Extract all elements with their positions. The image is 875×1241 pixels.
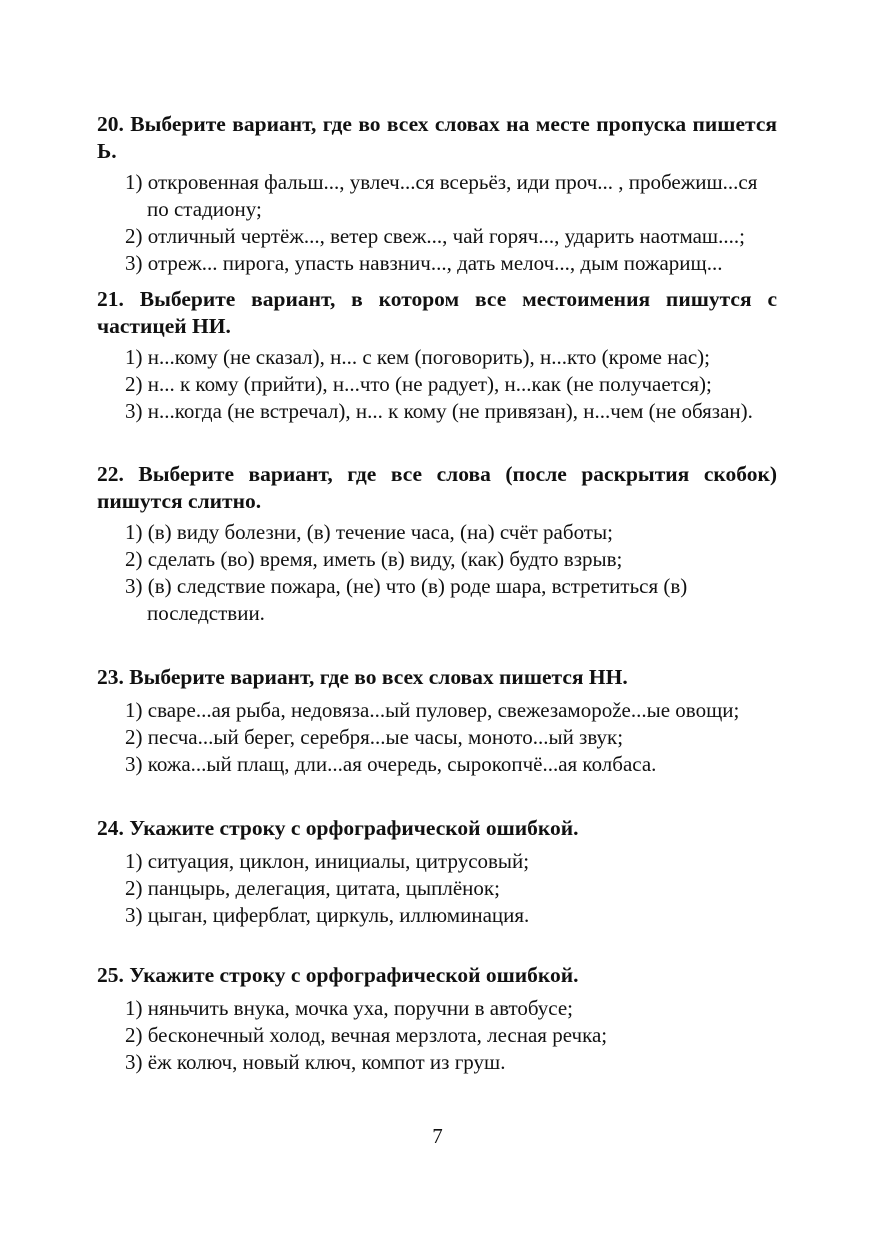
answer-option: 2) панцырь, делегация, цитата, цыплёнок; <box>125 876 500 900</box>
answer-option: 1) сваре...ая рыба, недовяза...ый пуловер, свежезаморože...ые овощи; <box>125 698 740 722</box>
question-22 <box>97 461 777 627</box>
question-23 <box>97 664 777 778</box>
question-title: 25. Укажите строку с орфографической ошибкой. <box>97 963 579 987</box>
question-25 <box>97 962 777 1076</box>
question-title: 23. Выберите вариант, где во всех словах пишется НН. <box>97 665 628 689</box>
answer-option: 1) откровенная фальш..., увлеч...ся всерьёз, иди проч... , пробежиш...ся по стадиону; <box>125 170 758 221</box>
question-20 <box>97 111 777 277</box>
answer-option: 2) бесконечный холод, вечная мерзлота, лесная речка; <box>125 1023 608 1047</box>
question-title: 20. Выберите вариант, где во всех словах на месте пропуска пишется Ь. <box>97 112 777 163</box>
question-title: 22. Выберите вариант, где все слова (после раскрытия скобок) пишутся слитно. <box>97 462 777 513</box>
answer-option: 3) цыган, циферблат, циркуль, иллюминация. <box>125 903 530 927</box>
answer-option: 1) ситуация, циклон, инициалы, цитрусовый; <box>125 849 530 873</box>
answer-option: 1) (в) виду болезни, (в) течение часа, (на) счёт работы; <box>125 520 613 544</box>
answer-option: 1) няньчить внука, мочка уха, поручни в автобусе; <box>125 996 573 1020</box>
page-number: 7 <box>432 1124 443 1148</box>
answer-option: 2) сделать (во) время, иметь (в) виду, (как) будто взрыв; <box>125 547 623 571</box>
answer-option: 2) песча...ый берег, серебря...ые часы, моното...ый звук; <box>125 725 624 749</box>
question-title: 24. Укажите строку с орфографической ошибкой. <box>97 816 579 840</box>
answer-option: 3) отреж... пирога, упасть навзнич..., дать мелоч..., дым пожарищ... <box>125 251 723 275</box>
question-21 <box>97 286 777 425</box>
question-24 <box>97 815 777 929</box>
question-title: 21. Выберите вариант, в котором все местоимения пишутся с частицей НИ. <box>97 287 777 338</box>
answer-option: 1) н...кому (не сказал), н... с кем (поговорить), н...кто (кроме нас); <box>125 345 710 369</box>
answer-option: 2) отличный чертёж..., ветер свеж..., чай горяч..., ударить наотмаш....; <box>125 224 745 248</box>
answer-option: 3) кожа...ый плащ, дли...ая очередь, сырокопчё...ая колбаса. <box>125 752 657 776</box>
answer-option: 2) н... к кому (прийти), н...что (не радует), н...как (не получается); <box>125 372 712 396</box>
answer-option: 3) н...когда (не встречал), н... к кому (не привязан), н...чем (не обязан). <box>125 399 753 423</box>
answer-option: 3) (в) следствие пожара, (не) что (в) роде шара, встретиться (в) последствии. <box>125 574 688 625</box>
answer-option: 3) ёж колюч, новый ключ, компот из груш. <box>125 1050 506 1074</box>
